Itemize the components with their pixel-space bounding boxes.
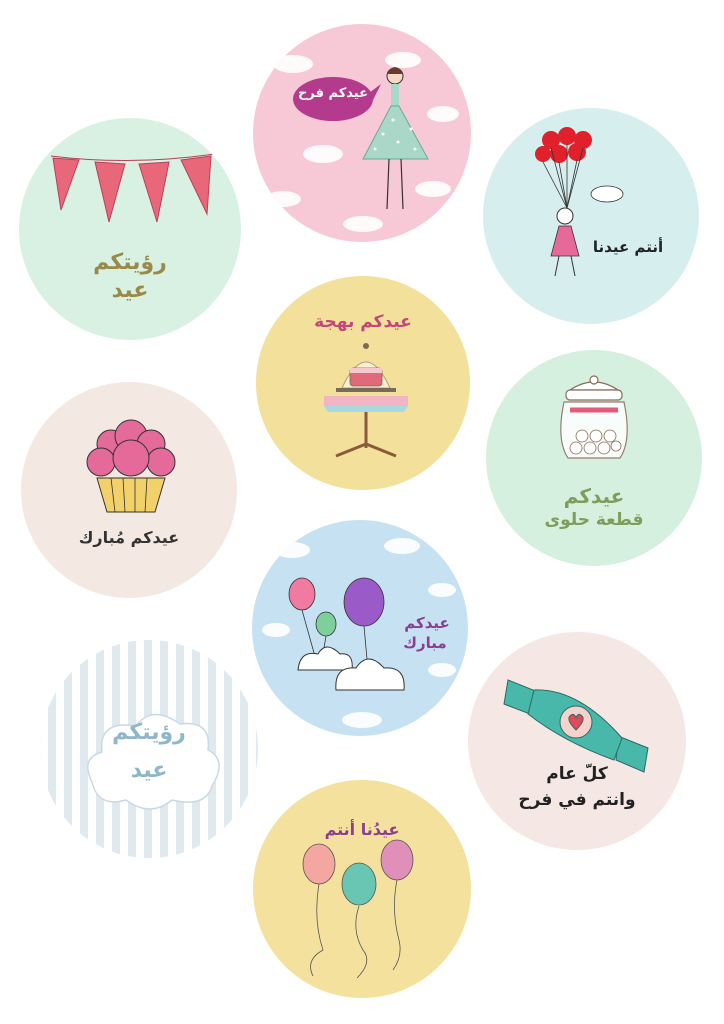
sticker-balloons-three	[253, 780, 471, 998]
sticker-text: عيدكم بهجة	[314, 312, 412, 332]
sticker-text: أنتم عيدنا	[592, 238, 664, 256]
heart-balloons-icon	[535, 127, 592, 208]
sticker-text-line1: عيدكم	[404, 614, 450, 632]
sticker-balloons-girl	[483, 108, 699, 324]
sticker-candy	[468, 632, 686, 850]
sticker-cake-stand	[256, 276, 470, 490]
table-icon	[324, 396, 408, 456]
sticker-text-line2: مبارك	[403, 634, 447, 652]
happy-cloud-icon	[298, 647, 404, 690]
sticker-girl-dress	[253, 24, 471, 242]
sticker-cupcake	[21, 382, 237, 598]
sticker-bunting	[19, 118, 241, 340]
sticker-text-line2: وانتم في فرح	[518, 790, 636, 810]
cloud-icon	[591, 186, 623, 202]
sticker-text: عيدكم مُبارك	[78, 528, 180, 547]
sticker-stripes-cloud	[40, 640, 258, 858]
sticker-text-line2: عيد	[130, 758, 168, 783]
candy-icon	[504, 680, 648, 772]
bunting-icon	[51, 154, 215, 222]
sticker-text-line1: عيدكم	[563, 484, 625, 508]
sticker-text: عيدكم فرح	[298, 86, 368, 101]
balloons-icon	[303, 840, 413, 978]
sticker-text-line2: قطعة حلوى	[544, 510, 644, 530]
cupcake-icon	[87, 420, 175, 512]
candy-jar-icon	[561, 376, 627, 458]
sticker-text-line1: رؤيتكم	[93, 250, 167, 275]
sticker-text-line2: عيد	[111, 278, 149, 303]
sticker-text-line1: رؤيتكم	[112, 720, 186, 745]
sticker-candy-jar	[486, 350, 702, 566]
girl-icon	[551, 208, 579, 276]
cake-icon	[336, 343, 396, 392]
sticker-sky-balloons	[252, 520, 468, 736]
cloud-pattern	[253, 24, 471, 242]
sticker-text-line1: كلّ عام	[546, 764, 608, 784]
sticker-text: عيدُنا أنتم	[324, 820, 400, 839]
